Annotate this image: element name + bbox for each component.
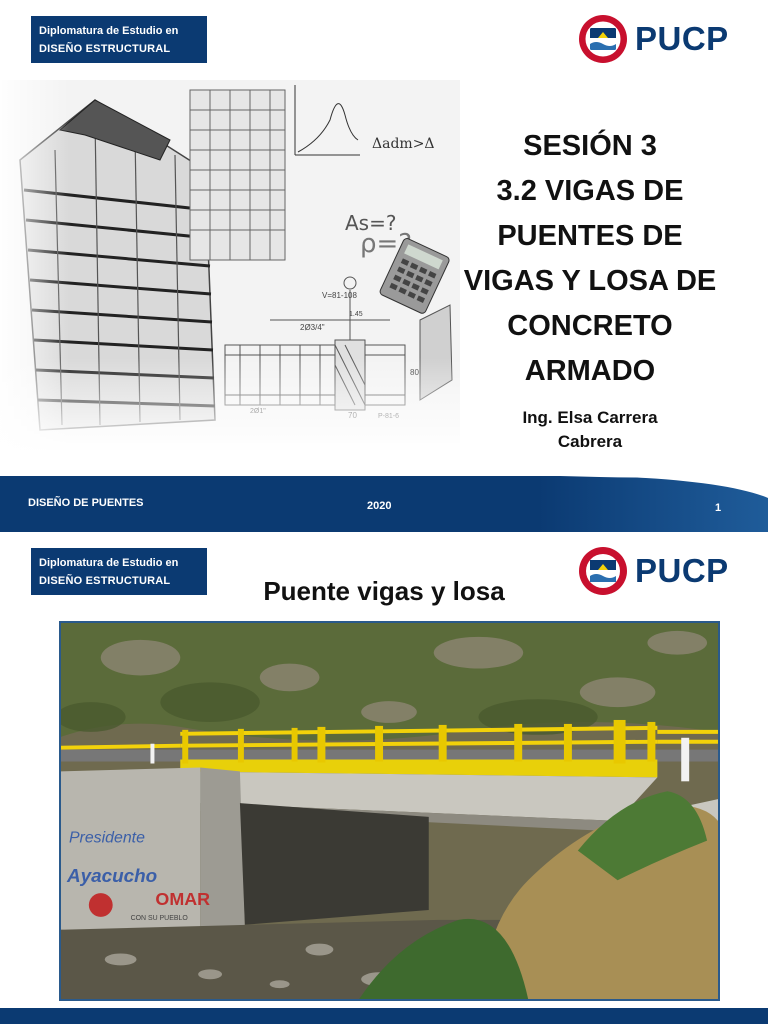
footer-page-number: 1 xyxy=(715,502,722,514)
footer-band xyxy=(0,1008,768,1024)
title-line-6: ARMADO xyxy=(524,355,656,387)
pucp-wordmark: PUCP xyxy=(635,20,729,57)
author-line-2: Cabrera xyxy=(557,432,623,451)
slide-title: Puente vigas y losa xyxy=(263,576,505,606)
title-line-1: SESIÓN 3 xyxy=(523,130,657,162)
title-line-4: VIGAS Y LOSA DE xyxy=(463,265,717,297)
author-line-1: Ing. Elsa Carrera xyxy=(522,408,658,427)
pucp-seal-icon xyxy=(578,14,628,64)
graffiti-text-1: Presidente xyxy=(68,829,145,847)
slide-2 xyxy=(0,532,768,1024)
graffiti-text-2: Ayacucho xyxy=(66,865,158,887)
pucp-logo xyxy=(578,14,754,64)
graffiti-text-3: OMAR xyxy=(155,889,211,909)
diplomatura-badge xyxy=(31,16,207,63)
footer-year: 2020 xyxy=(367,500,392,512)
title-line-2: 3.2 VIGAS DE xyxy=(496,175,684,207)
title-line-3: PUENTES DE xyxy=(497,220,683,252)
title-line-5: CONCRETO xyxy=(507,310,673,342)
slide-footer xyxy=(0,476,768,532)
badge-line-2: DISEÑO ESTRUCTURAL xyxy=(39,575,171,587)
bridge-photo xyxy=(59,621,720,1001)
badge-line-1: Diplomatura de Estudio en xyxy=(39,557,179,569)
badge-line-2: DISEÑO ESTRUCTURAL xyxy=(39,43,171,55)
footer-course: DISEÑO DE PUENTES xyxy=(28,497,144,509)
author-name xyxy=(455,406,725,454)
badge-line-1: Diplomatura de Estudio en xyxy=(39,25,179,37)
pucp-wordmark: PUCP xyxy=(635,552,729,589)
structural-sketch-illustration xyxy=(0,80,460,450)
slide-title-block xyxy=(455,124,725,454)
graffiti-text-4: CON SU PUEBLO xyxy=(130,914,188,922)
graffiti-emblem xyxy=(89,893,113,917)
